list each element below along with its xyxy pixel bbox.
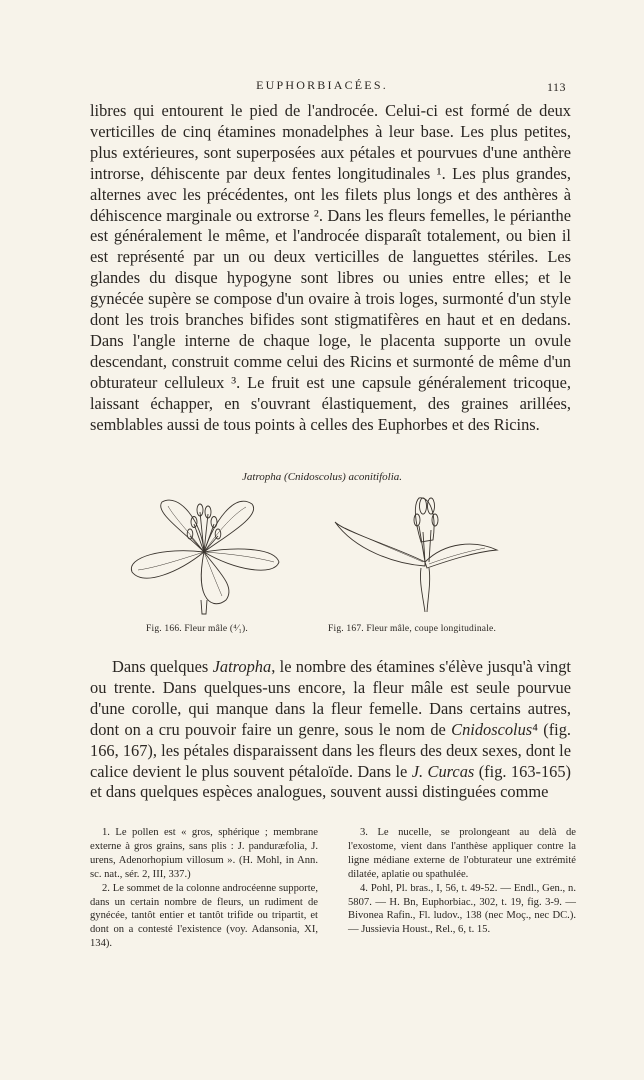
body-text-2 [90, 657, 571, 803]
paragraph-2 [90, 657, 571, 803]
fig-167-label: Fig. 167. Fleur mâle, coupe longitudinale. [328, 624, 497, 634]
footnotes-right-column [348, 826, 576, 951]
footnote-4: 4. Pohl, Pl. bras., I, 56, t. 49-52. — Endl., Gen., n. 5807. — H. Bn, Euphorbiac., 302, t. 19, fig. 3-9. — Bivonea Rafin., Fl. ludov., 138 (nec Moç., nec DC.). — Jussievia Houst., Rel., 6, t. 15. [348, 882, 576, 936]
flower-longitudinal-section-illustration [325, 492, 503, 616]
species-name: J. Curcas [411, 761, 475, 781]
figure-caption: Jatropha (Cnidoscolus) aconitifolia. [242, 471, 402, 483]
text-run: , le nombre des étamines s'élève jusqu'à vingt ou trente. Dans quelques-uns encore, la fleur mâle est seule pourvue d'une corolle, qui manque dans la fleur femelle. Dans certains autres, dont on a cru pouvoir faire un genre, sous le nom de [90, 657, 571, 739]
genus-name: Jatropha [212, 657, 272, 676]
fig-166-label: Fig. 166. Fleur mâle (⁴⁄₁). [146, 624, 249, 634]
text-run: (fig. 163-165) et dans quelques espèces analogues, souvent aussi distinguées comme [90, 761, 572, 802]
genus-name: Cnidoscolus [451, 719, 533, 739]
footnote-2: 2. Le sommet de la colonne androcéenne supporte, dans un certain nombre de fleurs, un rudiment de gynécée, tantôt entier et tantôt trifide ou tripartit, et dont on a contesté l'existence (voy. Adansonia, XI, 134). [90, 882, 318, 950]
male-flower-illustration [124, 492, 284, 616]
text-run: ⁴ (fig. 166, 167), les pétales disparaissent dans les fleurs des deux sexes, dont le calice devient le plus souvent pétaloïde. Dans le [90, 719, 572, 781]
footnotes-left-column [90, 826, 318, 951]
page-number: 113 [546, 80, 566, 94]
footnotes [90, 826, 576, 951]
running-head: EUPHORBIACÉES. [256, 78, 388, 92]
body-text [90, 101, 571, 436]
paragraph-1: libres qui entourent le pied de l'androcée. Celui-ci est formé de deux verticilles de cinq étamines monadelphes à leur base. Les plus petites, plus extérieures, sont superposées aux pétales et pourvues d'une anthère introrse, déhiscente par deux fentes longitudinales ¹. Les plus grandes, alternes avec les précédentes, ont les filets plus longs et des anthères à déhiscence marginale ou extrorse ². Dans les fleurs femelles, le périanthe est généralement le même, et l'androcée disparaît totalement, ou bien il est représenté par un ou deux verticilles de languettes stériles. Les glandes du disque hypogyne sont libres ou unies entre elles; et le gynécée supère se compose d'un ovaire à trois loges, surmonté d'un style dont les trois branches bifides sont stigmatifères en haut et en dedans. Dans l'angle interne de chaque loge, le placenta supporte un ovule descendant, construit comme celui des Ricins et surmonté de même d'un obturateur celluleux ³. Le fruit est une capsule généralement tricoque, laissant échapper, en s'ouvrant élastiquement, des graines arillées, semblables aussi de tous points à celles des Euphorbes et des Ricins. [90, 101, 571, 434]
footnote-1: 1. Le pollen est « gros, sphérique ; membrane externe à gros grains, sans plis : J. panduræfolia, J. urens, Adenorhopium villosum ». (H. Mohl, in Ann. sc. nat., sér. 2, III, 337.) [90, 827, 318, 880]
text-run: Dans quelques [112, 657, 213, 676]
footnote-3: 3. Le nucelle, se prolongeant au delà de l'exostome, vient dans l'anthèse appliquer contre la ligne médiane externe de l'obturateur une extrémité dilatée, aplatie ou spathulée. [348, 827, 576, 880]
